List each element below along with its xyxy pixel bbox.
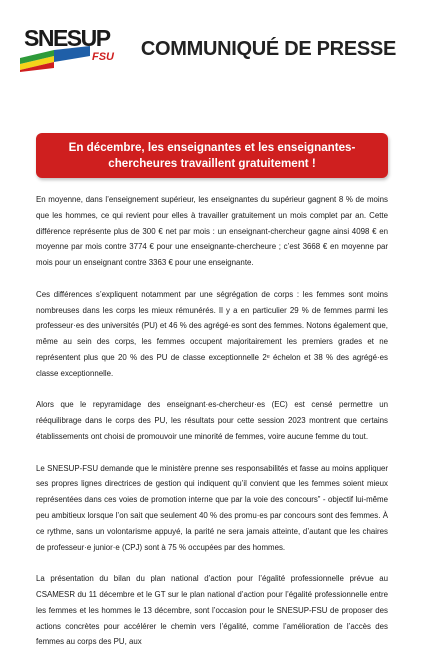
paragraph: Ces différences s’expliquent notamment par une ségrégation de corps : les femmes sont moins nombreuses dans les corps les mieux rémunérés. Il y a en particulier 29 % de femmes parmi les professeur·es des universités (PU) et 46 % des agrégé·es sont des femmes. Notons également que, même au sein des corps, les femmes occupent majoritairement les premiers grades et ne représentent plus que 20 % des PU de classe exceptionnelle 2ᵉ échelon et 38 % des agrégé·es classe exceptionnelle.: [36, 289, 388, 378]
press-release-body: [36, 192, 388, 666]
svg-text:SNESUP: SNESUP: [24, 25, 110, 51]
paragraph: Alors que le repyramidage des enseignant·es-chercheur·es (EC) est censé permettre un rééquilibrage dans le corps des PU, les résultats pour cette session 2023 montrent que certains établissements ont choisi de promouvoir une minorité de femmes, voire aucune femme du tout.: [36, 400, 388, 441]
headline-text: En décembre, les enseignantes et les enseignantes-chercheures travaillent gratuitement !: [68, 141, 356, 170]
page-title: COMMUNIQUÉ DE PRESSE: [140, 38, 396, 60]
paragraph: En moyenne, dans l’enseignement supérieur, les enseignantes du supérieur gagnent 8 % de moins que les hommes, ce qui revient pour elles à travailler gratuitement un mois complet par an. Cette différence représente plus de 300 € net par mois : un enseignant-chercheur gagne ainsi 4098 € en moyenne par mois contre 3774 € pour une enseignante-chercheure ; c’est 3668 € en moyenne par mois pour un enseignant contre 3363 € pour une enseignante.: [36, 195, 388, 268]
svg-text:FSU: FSU: [92, 51, 114, 63]
headline-banner: [36, 133, 388, 178]
snesup-fsu-logo: [20, 20, 122, 72]
paragraph: La présentation du bilan du plan national d’action pour l’égalité professionnelle prévue au CSAMESR du 11 décembre et le GT sur le plan national d’action pour l’égalité professionnelle entre les femmes et les hommes le 13 décembre, sont l’occasion pour le SNESUP-FSU de proposer des actions concrètes pour accélérer le chemin vers l’égalité, comme l’amélioration de l’accès des femmes au corps des PU, aux: [36, 574, 388, 647]
paragraph: Le SNESUP-FSU demande que le ministère prenne ses responsabilités et fasse au moins appliquer ses propres lignes directrices de gestion qui indiquent qu’il convient que les femmes soient mieux représentées dans ces voies de promotion interne que par la voie des concours” - objectif lui-même peu ambitieux lorsque l’on sait que seulement 40 % des promu·es par concours sont des femmes. À ce rythme, sans un volontarisme appuyé, la parité ne sera jamais atteinte, d’autant que les chaires de professeur·e junior·e (CPJ) sont à 75 % occupées par des hommes.: [36, 463, 388, 552]
logo-graphic: [20, 20, 122, 72]
